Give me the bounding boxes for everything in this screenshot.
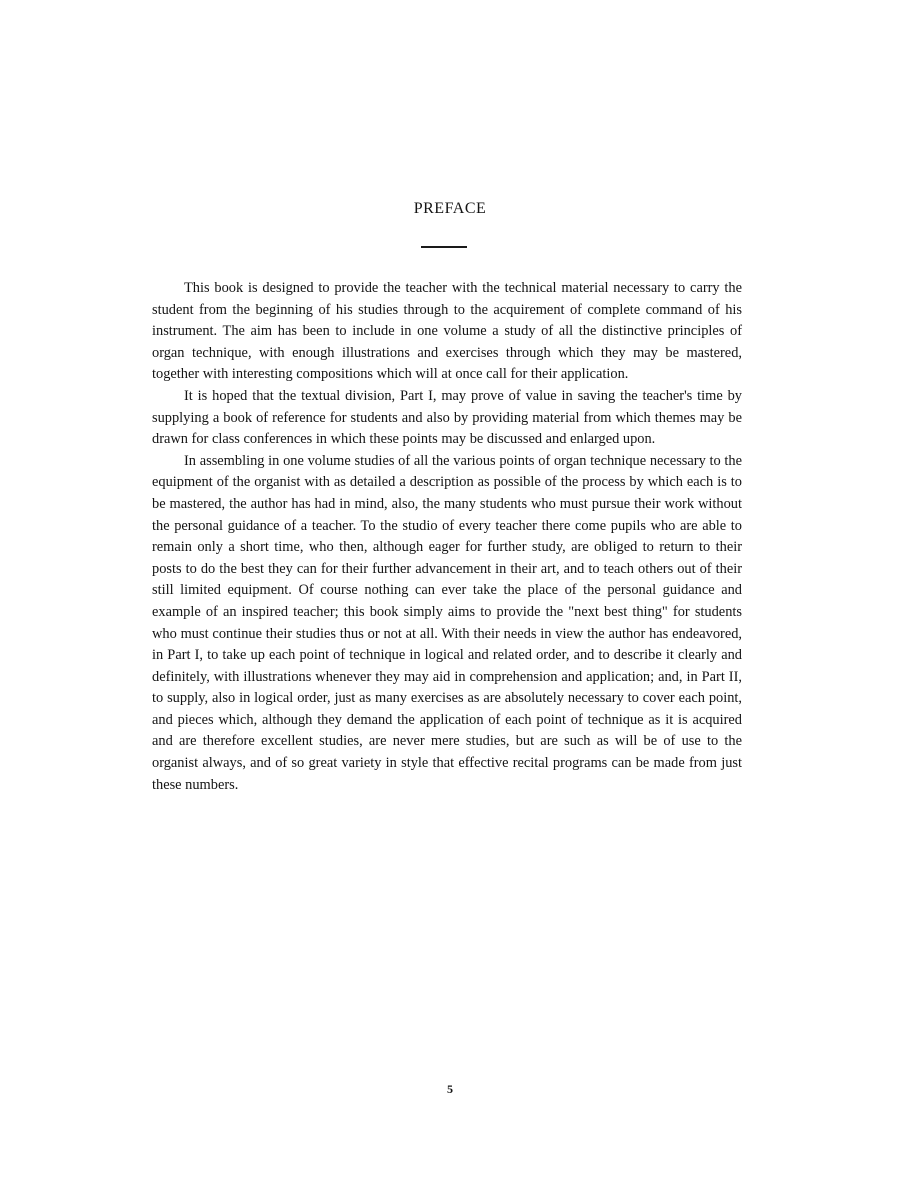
paragraph-1: This book is designed to provide the teacher with the technical material necessary to carry the student from the beginning of his studies through to the acquirement of complete command of his instrument. The aim has been to include in one volume a study of all the distinctive principles of organ technique, with enough illustrations and exercises through which they may be mastered, together with interesting compositions which will at once call for their application. [152, 280, 742, 383]
paragraph-2: It is hoped that the textual division, Part I, may prove of value in saving the teacher's time by supplying a book of reference for students and also by providing material from which themes may be drawn for class conferences in which these points may be discussed and enlarged upon. [152, 387, 742, 448]
preface-body [152, 278, 742, 796]
paragraph-3: In assembling in one volume studies of all the various points of organ technique necessary to the equipment of the organist with as detailed a description as possible of the process by which each is to be mastered, the author has had in mind, also, the many students who must pursue their work without the personal guidance of a teacher. To the studio of every teacher there come pupils who are able to remain only a short time, who then, although eager for further study, are obliged to return to their posts to do the best they can for their further advancement in their art, and to teach others out of their still limited equipment. Of course nothing can ever take the place of the personal guidance and example of an inspired teacher; this book simply aims to provide the "next best thing" for students who must continue their studies thus or not at all. With their needs in view the author has endeavored, in Part I, to take up each point of technique in logical and related order, and to describe it clearly and definitely, with illustrations whenever they may aid in comprehension and application; and, in Part II, to supply, also in logical order, just as many exercises as are absolutely necessary to cover each point, and pieces which, although they demand the application of each point of technique as it is acquired and are therefore excellent studies, are never mere studies, but are such as will be of use to the organist always, and of so great variety in style that effective recital programs can be made from just these numbers. [152, 452, 742, 793]
page-title: PREFACE [413, 200, 487, 217]
title-divider [421, 246, 467, 248]
page-number: 5 [447, 1082, 453, 1096]
